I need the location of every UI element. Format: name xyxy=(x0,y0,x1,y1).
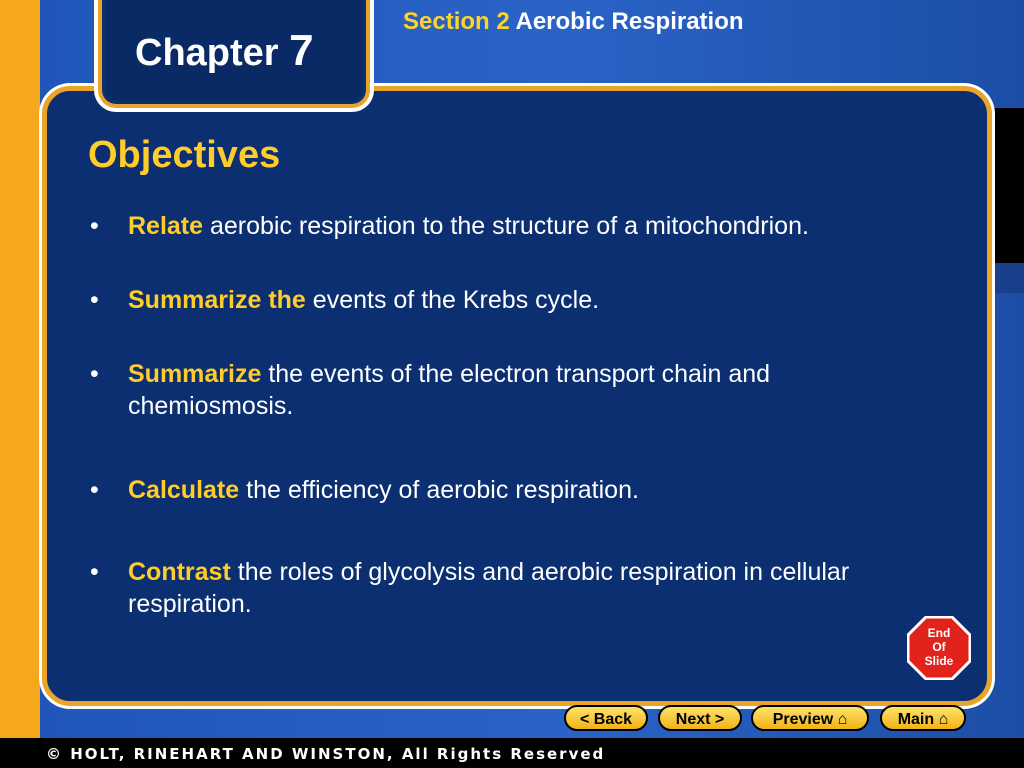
objective-text: events of the Krebs cycle. xyxy=(305,286,600,314)
section-title xyxy=(403,8,744,36)
objective-text: the efficiency of aerobic respiration. xyxy=(239,476,639,504)
objective-verb: Calculate xyxy=(128,476,240,504)
objective-verb: Summarize xyxy=(128,360,262,388)
bullet-icon: • xyxy=(90,558,99,586)
objective-item xyxy=(88,474,908,506)
chapter-label xyxy=(135,26,314,76)
preview-button[interactable] xyxy=(751,705,869,731)
right-edge-band xyxy=(990,263,1024,293)
objective-text: the events of the electron transport chain and chemiosmosis. xyxy=(128,360,771,420)
objective-item xyxy=(88,284,908,316)
section-name: Aerobic Respiration xyxy=(515,8,744,35)
bullet-icon: • xyxy=(90,286,99,314)
end-of-slide-label xyxy=(907,626,971,668)
main-label: Main xyxy=(897,711,935,728)
preview-label: Preview xyxy=(772,711,834,728)
chapter-number: 7 xyxy=(289,26,314,75)
house-icon: ⌂ xyxy=(938,711,949,728)
objective-verb: Summarize the xyxy=(128,286,306,314)
house-icon: ⌂ xyxy=(837,711,848,728)
objective-item xyxy=(88,556,908,620)
objective-item xyxy=(88,210,908,242)
objective-text: aerobic respiration to the structure of a mitochondrion. xyxy=(203,212,809,240)
of-line: Of xyxy=(932,640,946,654)
copyright-text: © HOLT, RINEHART AND WINSTON, All Rights Reserved xyxy=(46,745,606,763)
objectives-list xyxy=(88,210,908,620)
objective-verb: Contrast xyxy=(128,558,231,586)
main-button[interactable] xyxy=(880,705,966,731)
bullet-icon: • xyxy=(90,360,99,388)
objective-verb: Relate xyxy=(128,212,204,240)
objective-text: the roles of glycolysis and aerobic respiration in cellular respiration. xyxy=(128,558,850,618)
slide-line: Slide xyxy=(924,654,954,668)
bullet-icon: • xyxy=(90,212,99,240)
end-line: End xyxy=(927,626,951,640)
page-title: Objectives xyxy=(88,134,281,176)
objective-item xyxy=(88,358,908,422)
section-label: Section 2 xyxy=(403,8,510,35)
right-edge-block xyxy=(990,108,1024,263)
bullet-icon: • xyxy=(90,476,99,504)
chapter-word: Chapter xyxy=(135,32,279,74)
back-button[interactable]: < Back xyxy=(564,705,648,731)
next-button[interactable]: Next > xyxy=(658,705,742,731)
left-stripe xyxy=(0,0,40,738)
